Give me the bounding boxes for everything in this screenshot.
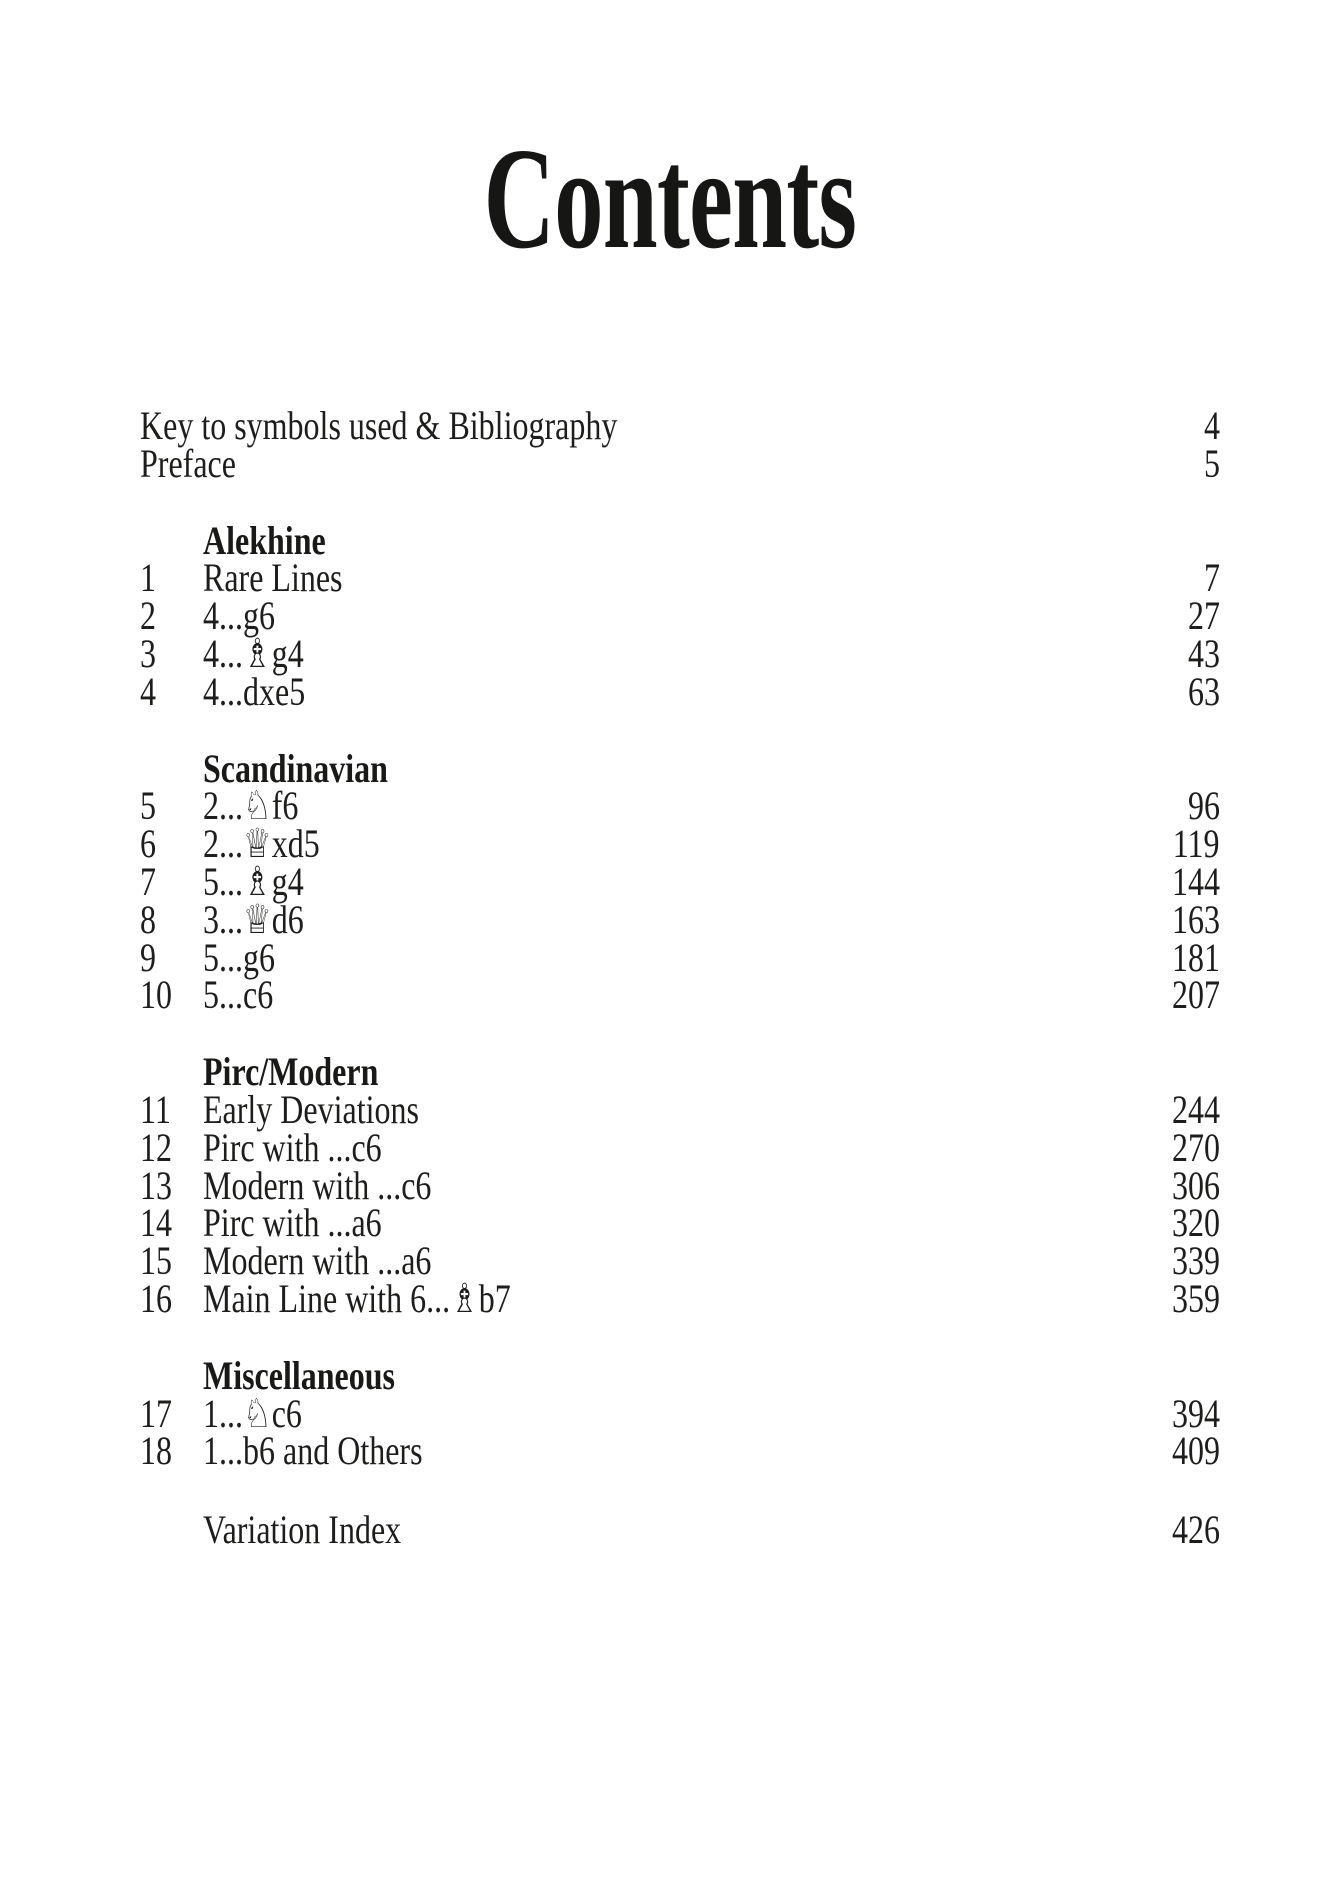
chapter-number — [140, 1200, 203, 1246]
chapter-page-number — [1160, 1275, 1220, 1321]
chapter-title — [203, 934, 1160, 980]
chapter-row — [140, 1238, 1220, 1284]
chapter-page-number-text: 270 — [1172, 1124, 1220, 1170]
chapter-number-text: 16 — [140, 1275, 172, 1321]
chapter-title — [203, 972, 1160, 1018]
front-matter-page-number-text: 5 — [1204, 440, 1220, 486]
chapter-number — [140, 1124, 203, 1170]
chapter-page-number-text: 339 — [1172, 1238, 1220, 1284]
front-matter-label — [140, 440, 1200, 486]
front-matter-row — [140, 403, 1220, 448]
chapter-title-text: 1...b6 and Others — [203, 1428, 423, 1474]
chapter-number-text: 12 — [140, 1124, 172, 1170]
chapter-number — [140, 896, 203, 942]
section-header — [203, 745, 1220, 791]
chapter-title-text: Modern with ...a6 — [203, 1238, 432, 1284]
front-matter-page-number — [1200, 440, 1220, 486]
chapter-page-number — [1160, 1428, 1220, 1474]
chapter-row — [140, 1086, 1220, 1132]
chapter-row — [140, 1162, 1220, 1208]
chapter-number-text: 8 — [140, 896, 156, 942]
section-header — [203, 1352, 1220, 1398]
chapter-number-text: 2 — [140, 593, 156, 639]
chapter-page-number — [1160, 934, 1220, 980]
toc-section — [140, 517, 1220, 714]
chapter-number — [140, 555, 203, 601]
chapter-row — [140, 593, 1220, 639]
chapter-row — [140, 555, 1220, 601]
section-header-row — [140, 1049, 1220, 1095]
chapter-page-number — [1180, 783, 1220, 829]
chapter-title-text: 2...♘f6 — [203, 783, 299, 829]
chapter-title — [203, 1238, 1160, 1284]
chapter-title — [203, 1390, 1160, 1436]
chapter-row — [140, 1390, 1220, 1436]
chapter-number — [140, 1390, 203, 1436]
chapter-number — [140, 593, 203, 639]
chapter-row — [140, 783, 1220, 829]
chapter-row — [140, 630, 1220, 676]
chapter-page-number — [1160, 1124, 1220, 1170]
chapter-number — [140, 1086, 203, 1132]
chapter-page-number — [1180, 668, 1220, 714]
chapter-number-text: 6 — [140, 821, 156, 867]
section-header-text: Miscellaneous — [203, 1352, 395, 1398]
chapter-page-number-text: 409 — [1172, 1428, 1220, 1474]
chapter-title — [203, 896, 1160, 942]
chapter-title-text: 5...c6 — [203, 972, 274, 1018]
chapter-title-text: 5...g6 — [203, 934, 275, 980]
toc-section — [140, 745, 1220, 1018]
chapter-number-text: 7 — [140, 858, 156, 904]
chapter-page-number-text: 207 — [1172, 972, 1220, 1018]
title-area — [0, 0, 1339, 279]
chapter-page-number — [1160, 858, 1220, 904]
toc-section — [140, 1049, 1220, 1321]
chapter-number-text: 17 — [140, 1390, 172, 1436]
chapter-page-number-text: 144 — [1172, 858, 1220, 904]
chapter-row — [140, 1428, 1220, 1474]
chapter-number — [140, 783, 203, 829]
chapter-title-text: Early Deviations — [203, 1086, 419, 1132]
chapter-row — [140, 934, 1220, 980]
chapter-title — [203, 668, 1180, 714]
chapter-number-text: 11 — [140, 1086, 171, 1132]
chapter-page-number — [1200, 555, 1220, 601]
chapter-title — [203, 858, 1160, 904]
chapter-title-text: 4...♗g4 — [203, 630, 304, 676]
chapter-page-number — [1160, 896, 1220, 942]
chapter-row — [140, 972, 1220, 1018]
chapter-page-number — [1160, 972, 1220, 1018]
chapter-row — [140, 858, 1220, 904]
chapter-page-number-text: 306 — [1172, 1162, 1220, 1208]
chapter-page-number-text: 163 — [1172, 896, 1220, 942]
front-matter-page-number-text: 4 — [1204, 403, 1220, 448]
chapter-title-text: Rare Lines — [203, 555, 343, 601]
section-header-row — [140, 1352, 1220, 1398]
chapter-page-number — [1180, 630, 1220, 676]
chapter-page-number-text: 244 — [1172, 1086, 1220, 1132]
back-matter-page-number-text: 426 — [1172, 1507, 1220, 1553]
chapter-title-text: Pirc with ...a6 — [203, 1200, 382, 1246]
chapter-page-number-text: 394 — [1172, 1390, 1220, 1436]
section-header — [203, 1049, 1220, 1095]
chapter-page-number — [1160, 1200, 1220, 1246]
chapter-title-text: 5...♗g4 — [203, 858, 304, 904]
section-header-text: Alekhine — [203, 517, 326, 563]
front-matter-label — [140, 403, 1200, 448]
chapter-number-text: 15 — [140, 1238, 172, 1284]
chapter-number — [140, 1428, 203, 1474]
toc-section — [140, 1352, 1220, 1474]
chapter-number — [140, 668, 203, 714]
chapter-page-number-text: 27 — [1188, 593, 1220, 639]
toc-back-matter — [140, 1507, 1220, 1553]
chapter-title-text: 4...dxe5 — [203, 668, 306, 714]
chapter-number — [140, 934, 203, 980]
chapter-page-number-text: 43 — [1188, 630, 1220, 676]
back-matter-label-text: Variation Index — [203, 1507, 402, 1553]
chapter-page-number-text: 320 — [1172, 1200, 1220, 1246]
section-header — [203, 517, 1220, 563]
section-header-text: Pirc/Modern — [203, 1049, 379, 1095]
chapter-row — [140, 1275, 1220, 1321]
chapter-number-text: 13 — [140, 1162, 172, 1208]
section-header-row — [140, 745, 1220, 791]
chapter-page-number — [1160, 1162, 1220, 1208]
chapter-title-text: Pirc with ...c6 — [203, 1124, 382, 1170]
back-matter-label — [203, 1507, 1160, 1553]
chapter-page-number — [1161, 821, 1220, 867]
chapter-number — [140, 1275, 203, 1321]
front-matter-page-number — [1200, 403, 1220, 448]
chapter-number-text: 4 — [140, 668, 156, 714]
chapter-number — [140, 821, 203, 867]
chapter-number-text: 5 — [140, 783, 156, 829]
chapter-title — [203, 1124, 1160, 1170]
chapter-title — [203, 593, 1180, 639]
chapter-page-number — [1160, 1390, 1220, 1436]
chapter-title-text: 4...g6 — [203, 593, 275, 639]
chapter-title-text: 3...♕d6 — [203, 896, 304, 942]
toc-front-matter — [140, 403, 1220, 486]
chapter-number-text: 10 — [140, 972, 172, 1018]
front-matter-row — [140, 440, 1220, 486]
chapter-title — [203, 1275, 1160, 1321]
chapter-title-text: Main Line with 6...♗b7 — [203, 1275, 511, 1321]
chapter-page-number-text: 359 — [1172, 1275, 1220, 1321]
section-header-row — [140, 517, 1220, 563]
back-matter-row — [140, 1507, 1220, 1553]
chapter-number-text: 9 — [140, 934, 156, 980]
chapter-title — [203, 1162, 1160, 1208]
chapter-title-text: 2...♕xd5 — [203, 821, 320, 867]
chapter-row — [140, 1124, 1220, 1170]
chapter-page-number-text: 119 — [1173, 821, 1220, 867]
back-matter-page-number — [1160, 1507, 1220, 1553]
chapter-title — [203, 1200, 1160, 1246]
chapter-page-number-text: 7 — [1204, 555, 1220, 601]
chapter-number-text: 1 — [140, 555, 156, 601]
chapter-page-number — [1160, 1086, 1220, 1132]
chapter-row — [140, 668, 1220, 714]
toc-sections — [140, 517, 1220, 1474]
chapter-number — [140, 1238, 203, 1284]
chapter-title — [203, 630, 1180, 676]
chapter-number — [140, 630, 203, 676]
chapter-page-number — [1180, 593, 1220, 639]
chapter-number-text: 3 — [140, 630, 156, 676]
chapter-title-text: Modern with ...c6 — [203, 1162, 432, 1208]
section-header-text: Scandinavian — [203, 745, 388, 791]
chapter-page-number-text: 96 — [1188, 783, 1220, 829]
chapter-number — [140, 972, 203, 1018]
chapter-page-number-text: 63 — [1188, 668, 1220, 714]
chapter-row — [140, 1200, 1220, 1246]
chapter-page-number — [1160, 1238, 1220, 1284]
chapter-title — [203, 1428, 1160, 1474]
chapter-title-text: 1...♘c6 — [203, 1390, 302, 1436]
chapter-title — [203, 1086, 1160, 1132]
chapter-title — [203, 783, 1180, 829]
chapter-number-text: 18 — [140, 1428, 172, 1474]
chapter-title — [203, 555, 1200, 601]
chapter-number — [140, 858, 203, 904]
chapter-title — [203, 821, 1161, 867]
chapter-number-text: 14 — [140, 1200, 172, 1246]
chapter-row — [140, 821, 1220, 867]
chapter-row — [140, 896, 1220, 942]
front-matter-label-text: Key to symbols used & Bibliography — [140, 403, 618, 448]
chapter-number — [140, 1162, 203, 1208]
table-of-contents — [140, 403, 1220, 1553]
chapter-page-number-text: 181 — [1172, 934, 1220, 980]
page-title: Contents — [483, 119, 856, 279]
front-matter-label-text: Preface — [140, 440, 236, 486]
